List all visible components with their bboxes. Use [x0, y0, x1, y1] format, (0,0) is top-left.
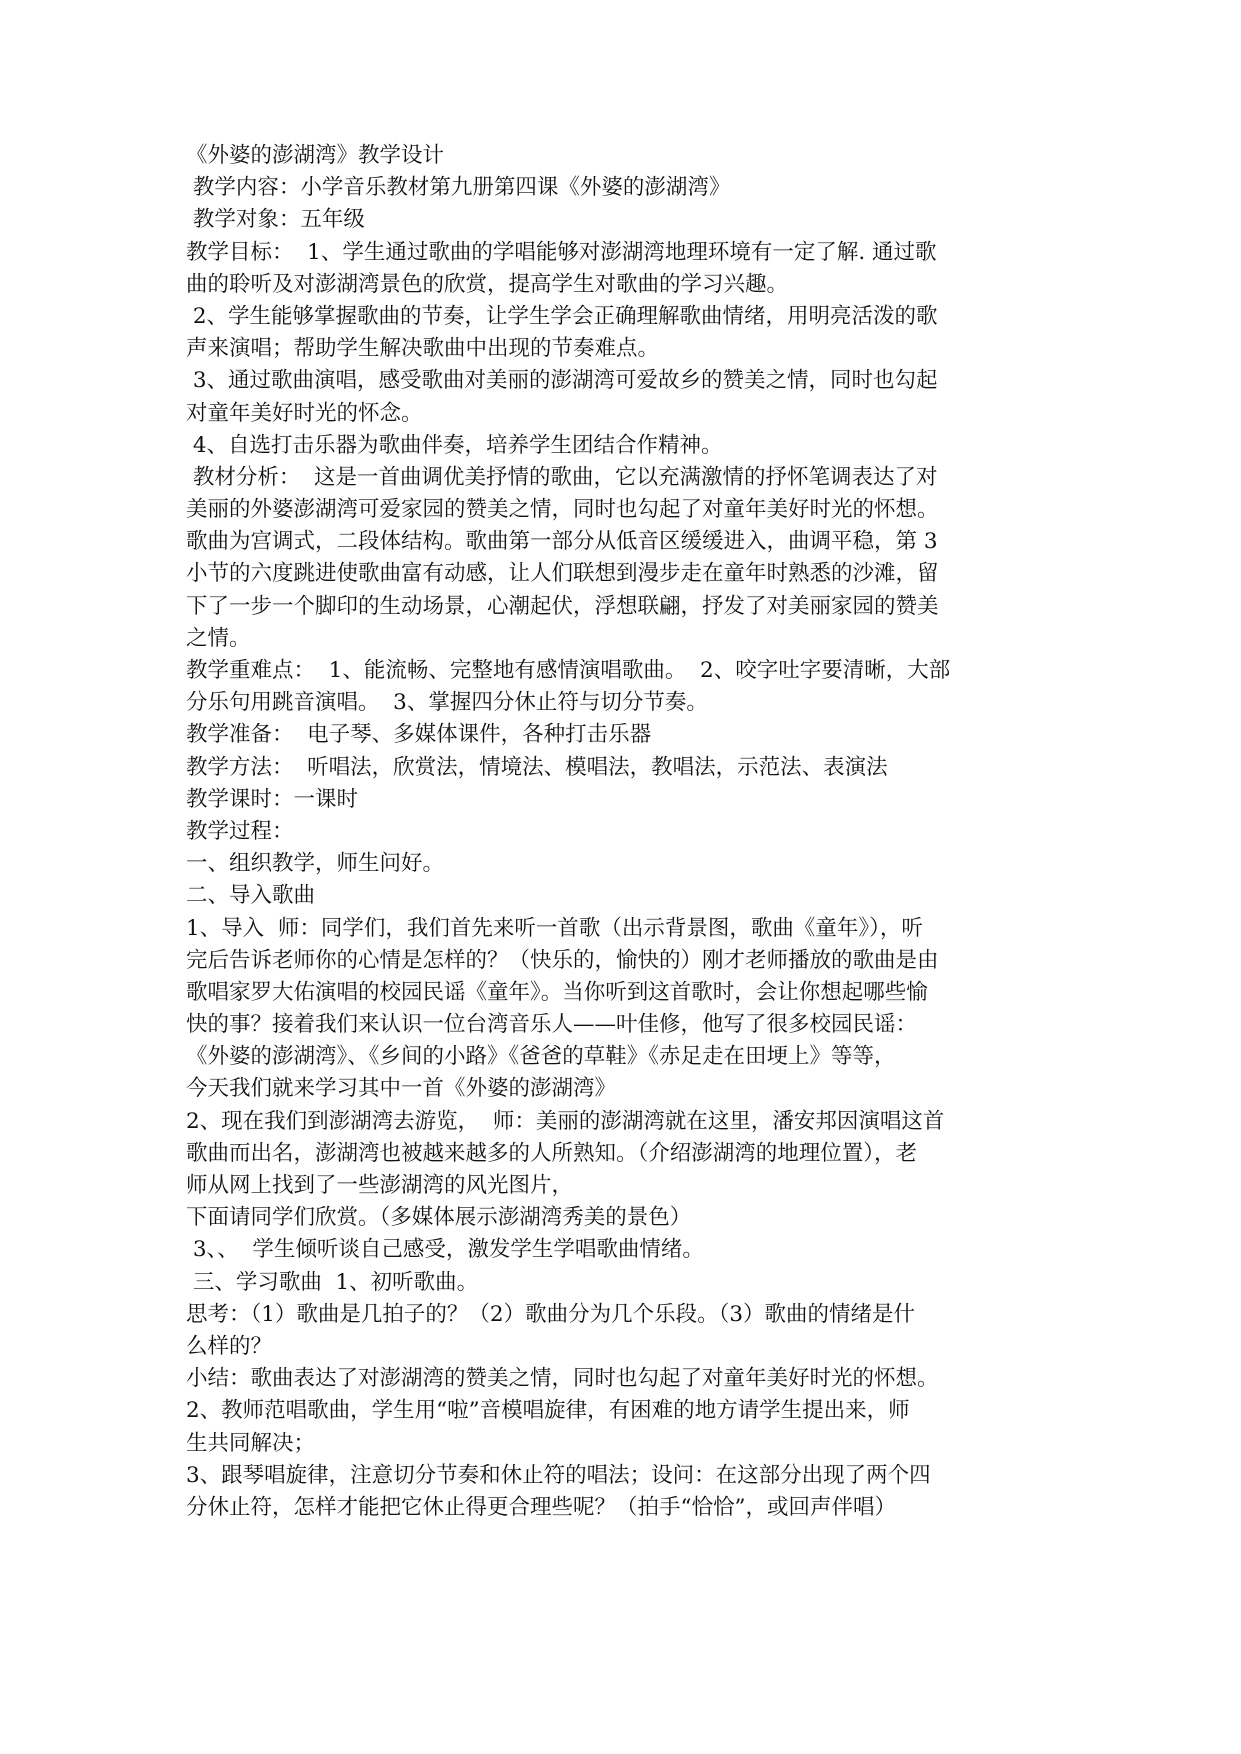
text-line: 之情。	[186, 625, 251, 651]
text-line: 小节的六度跳进使歌曲富有动感，让人们联想到漫步走在童年时熟悉的沙滩，留	[186, 561, 939, 587]
text-line: 今天我们就来学习其中一首《外婆的澎湖湾》	[186, 1076, 617, 1102]
document-body	[186, 140, 1060, 1524]
text-line: 小结：歌曲表达了对澎湖湾的赞美之情，同时也勾起了对童年美好时光的怀想。	[186, 1366, 939, 1392]
text-line: 思考：（1）歌曲是几拍子的？（2）歌曲分为几个乐段。（3）歌曲的情绪是什	[186, 1301, 916, 1327]
text-line: 教学目标： 1、学生通过歌曲的学唱能够对澎湖湾地理环境有一定了解. 通过歌	[186, 239, 937, 265]
text-line: 分乐句用跳音演唱。 3、掌握四分休止符与切分节奏。	[186, 690, 708, 716]
text-line: 下了一步一个脚印的生动场景，心潮起伏，浮想联翩，抒发了对美丽家园的赞美	[186, 593, 939, 619]
text-line: 3、跟琴唱旋律，注意切分节奏和休止符的唱法；设问：在这部分出现了两个四	[186, 1462, 931, 1488]
text-line: 完后告诉老师你的心情是怎样的？（快乐的，愉快的）刚才老师播放的歌曲是由	[186, 947, 939, 973]
text-line: 3、通过歌曲演唱，感受歌曲对美丽的澎湖湾可爱故乡的赞美之情，同时也勾起	[186, 368, 938, 394]
text-line: 《外婆的澎湖湾》、《乡间的小路》《爸爸的草鞋》《赤足走在田埂上》等等，	[186, 1044, 896, 1070]
text-line: 1、导入 师：同学们，我们首先来听一首歌（出示背景图，歌曲《童年》），听	[186, 915, 923, 941]
text-line: 3、、 学生倾听谈自己感受，激发学生学唱歌曲情绪。	[186, 1237, 704, 1263]
text-line: 么样的？	[186, 1333, 273, 1359]
text-line: 快的事？接着我们来认识一位台湾音乐人——叶佳修，他写了很多校园民谣：	[186, 1012, 918, 1038]
section-heading: 三、学习歌曲 1、初听歌曲。	[186, 1269, 479, 1295]
text-line: 教学课时：一课时	[186, 786, 359, 812]
text-line: 2、现在我们到澎湖湾去游览， 师：美丽的澎湖湾就在这里，潘安邦因演唱这首	[186, 1108, 945, 1134]
text-line: 下面请同学们欣赏。（多媒体展示澎湖湾秀美的景色）	[186, 1205, 692, 1231]
text-line: 教学过程：	[186, 818, 294, 844]
text-line: 4、自选打击乐器为歌曲伴奏，培养学生团结合作精神。	[186, 432, 723, 458]
section-heading: 二、导入歌曲	[186, 883, 316, 909]
text-line: 对童年美好时光的怀念。	[186, 400, 423, 426]
text-line: 歌唱家罗大佑演唱的校园民谣《童年》。当你听到这首歌时，会让你想起哪些愉	[186, 979, 928, 1005]
text-line: 生共同解决；	[186, 1430, 316, 1456]
text-line: 声来演唱；帮助学生解决歌曲中出现的节奏难点。	[186, 336, 660, 362]
text-line: 教学重难点： 1、能流畅、完整地有感情演唱歌曲。 2、咬字吐字要清晰，大部	[186, 658, 951, 683]
teaching-content-line: 教学内容：小学音乐教材第九册第四课《外婆的澎湖湾》	[186, 175, 731, 201]
text-line: 教材分析： 这是一首曲调优美抒情的歌曲，它以充满激情的抒怀笔调表达了对	[186, 464, 938, 490]
text-line: 歌曲为宫调式，二段体结构。歌曲第一部分从低音区缓缓进入，曲调平稳，第 3	[186, 529, 938, 555]
text-line: 2、学生能够掌握歌曲的节奏，让学生学会正确理解歌曲情绪，用明亮活泼的歌	[186, 303, 938, 329]
text-line: 教学方法： 听唱法，欣赏法，情境法、模唱法，教唱法，示范法、表演法	[186, 754, 888, 780]
text-line: 曲的聆听及对澎湖湾景色的欣赏，提高学生对歌曲的学习兴趣。	[186, 271, 789, 297]
teaching-target-line: 教学对象：五年级	[186, 207, 365, 233]
text-line: 师从网上找到了一些澎湖湾的风光图片，	[186, 1173, 574, 1198]
text-line: 2、教师范唱歌曲，学生用“啦”音模唱旋律，有困难的地方请学生提出来，师	[186, 1398, 910, 1424]
text-line: 分休止符，怎样才能把它休止得更合理些呢？（拍手“恰恰”，或回声伴唱）	[186, 1494, 896, 1520]
text-line: 歌曲而出名，澎湖湾也被越来越多的人所熟知。（介绍澎湖湾的地理位置），老	[186, 1140, 918, 1166]
text-line: 教学准备： 电子琴、多媒体课件，各种打击乐器	[186, 722, 652, 748]
text-line: 美丽的外婆澎湖湾可爱家园的赞美之情，同时也勾起了对童年美好时光的怀想。	[186, 497, 939, 523]
section-heading: 一、组织教学，师生问好。	[186, 851, 445, 877]
document-title: 《外婆的澎湖湾》教学设计	[186, 143, 445, 168]
